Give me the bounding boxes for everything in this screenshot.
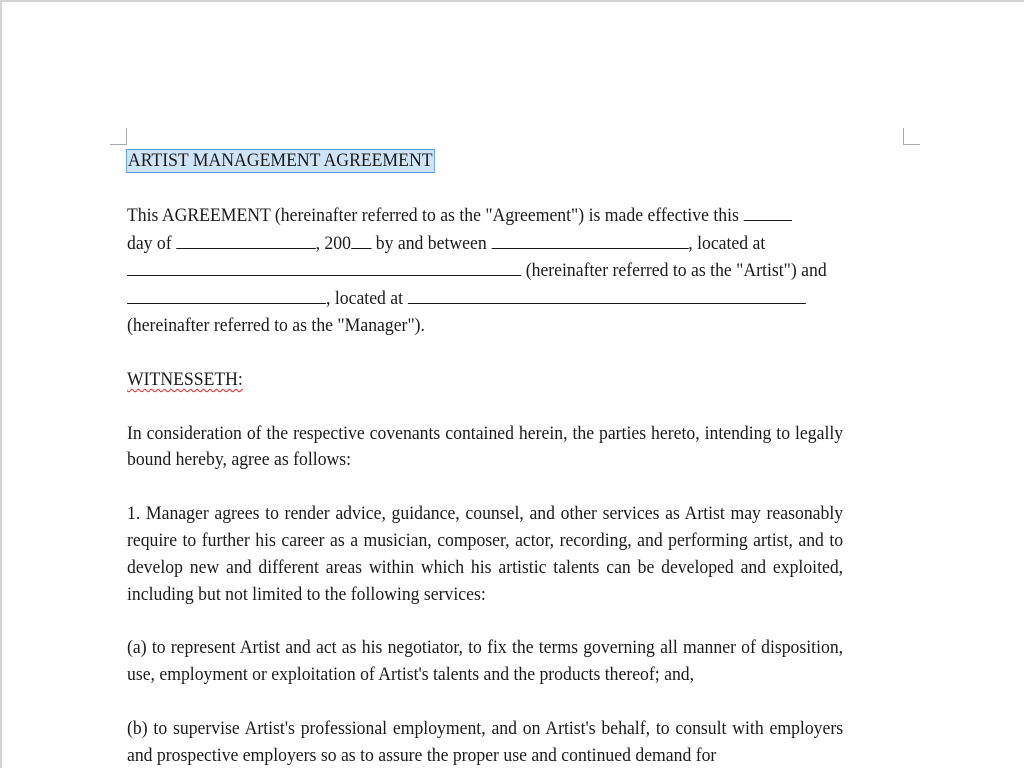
consideration-paragraph[interactable]: In consideration of the respective covenants contained herein, the parties hereto, intending to legally bound hereby, agree as follows: <box>127 422 844 471</box>
intro-year-text: , 200 <box>315 232 351 254</box>
blank-manager-name[interactable] <box>127 285 326 304</box>
intro-manager-text: (hereinafter referred to as the "Manager"). <box>127 314 425 336</box>
clause-b-paragraph[interactable]: (b) to supervise Artist's professional employment, and on Artist's behalf, to consult with employers and prospective employers so as to assure the proper use and continued demand for <box>127 717 844 766</box>
clause-a-paragraph[interactable]: (a) to represent Artist and act as his negotiator, to fix the terms governing all manner of disposition, use, employment or exploitation of Artist's talents and the products thereof; and, <box>127 637 844 686</box>
intro-line-1 <box>127 202 843 230</box>
intro-line-1-text: This AGREEMENT (hereinafter referred to as the "Agreement") is made effective this <box>127 204 739 226</box>
clause-1-paragraph[interactable]: 1. Manager agrees to render advice, guidance, counsel, and other services as Artist may reasonably require to further his career as a musician, composer, actor, recording, and performing artist, and to develop new and different areas within which his artistic talents can be developed and exploited, including but not limited to the following services: <box>127 503 844 605</box>
margin-corner-top-left <box>110 128 127 145</box>
intro-located-text: , located at <box>688 232 766 254</box>
witnesseth-text: WITNESSETH: <box>127 368 243 390</box>
blank-manager-address[interactable] <box>407 285 805 304</box>
blank-artist-address[interactable] <box>127 257 521 276</box>
margin-corner-top-right <box>903 128 920 145</box>
document-body[interactable] <box>127 148 843 768</box>
title-line <box>127 148 843 175</box>
intro-between-text: by and between <box>375 232 487 254</box>
intro-line-4 <box>127 285 843 313</box>
blank-day[interactable] <box>743 202 791 221</box>
blank-artist-name[interactable] <box>491 230 688 249</box>
intro-line-5 <box>127 313 843 340</box>
intro-day-of-text: day of <box>127 232 172 254</box>
intro-line-2 <box>127 230 843 258</box>
intro-paragraph[interactable] <box>127 202 843 340</box>
blank-month[interactable] <box>176 230 315 249</box>
intro-artist-text: (hereinafter referred to as the "Artist") and <box>525 260 827 282</box>
intro-manager-located-text: , located at <box>326 288 404 310</box>
intro-line-3 <box>127 257 843 285</box>
blank-year[interactable] <box>351 230 371 249</box>
witnesseth-heading[interactable] <box>127 367 843 394</box>
document-title[interactable]: ARTIST MANAGEMENT AGREEMENT <box>127 150 433 171</box>
